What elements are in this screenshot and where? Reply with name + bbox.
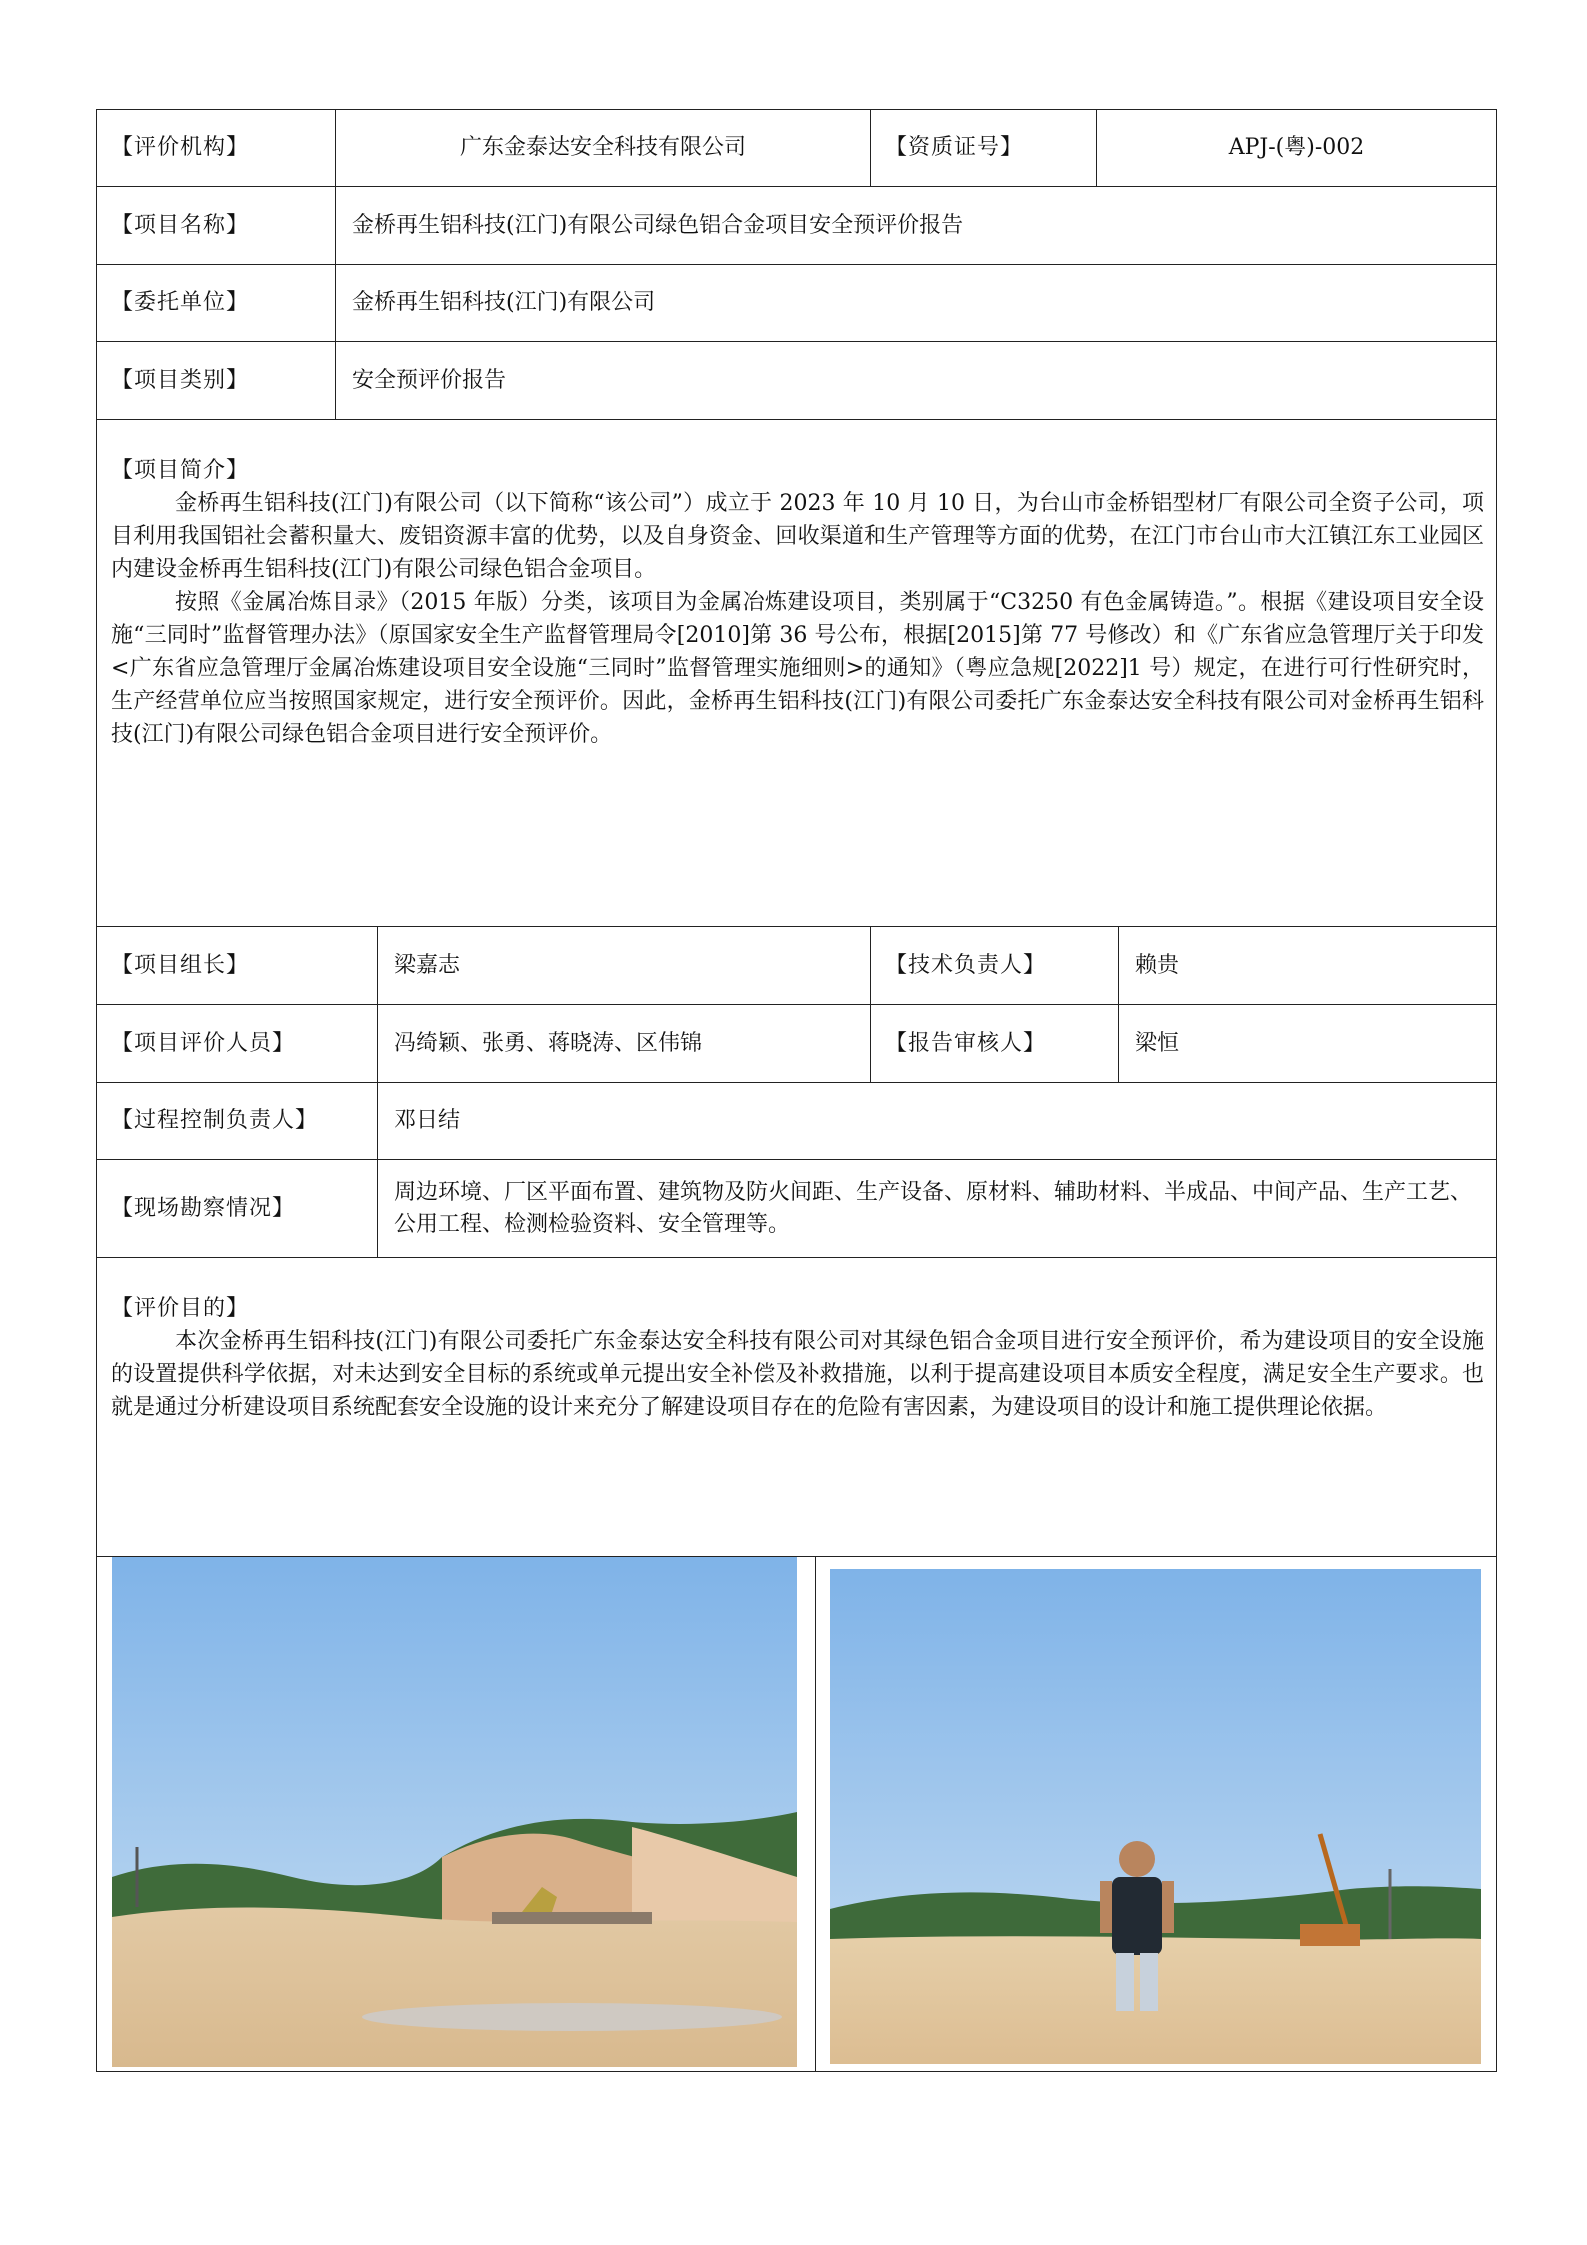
tech-value: 赖贵	[1135, 952, 1180, 978]
client-value: 金桥再生铝科技(江门)有限公司	[352, 290, 656, 315]
site-landscape-photo	[112, 1557, 797, 2067]
reviewer-label: 【报告审核人】	[871, 1005, 1119, 1082]
process-value: 邓日结	[394, 1108, 461, 1133]
evaluators-value: 冯绮颖、张勇、蒋晓涛、区伟锦	[378, 1005, 871, 1082]
leader-label: 【项目组长】	[97, 927, 378, 1004]
survey-value: 周边环境、厂区平面布置、建筑物及防火间距、生产设备、原材料、辅助材料、半成品、中间产品、生产工艺、公用工程、检测检验资料、安全管理等。	[394, 1179, 1473, 1237]
category-label: 【项目类别】	[97, 342, 336, 419]
row-process-control	[97, 1083, 1496, 1160]
photos-divider	[815, 1557, 816, 2071]
purpose-label: 【评价目的】	[111, 1296, 250, 1321]
org-label: 【评价机构】	[97, 110, 336, 186]
row-category	[97, 342, 1496, 420]
category-value: 安全预评价报告	[352, 367, 507, 393]
evaluators-label: 【项目评价人员】	[97, 1005, 378, 1082]
process-label: 【过程控制负责人】	[97, 1083, 378, 1159]
row-project-name	[97, 187, 1496, 265]
row-survey	[97, 1160, 1496, 1258]
tech-label: 【技术负责人】	[871, 927, 1119, 1004]
leader-value: 梁嘉志	[378, 927, 871, 1004]
cert-label: 【资质证号】	[871, 110, 1097, 186]
purpose-section	[97, 1258, 1496, 1557]
cert-value: APJ-(粤)-002	[1228, 135, 1365, 160]
row-client	[97, 265, 1496, 342]
intro-paragraph: 按照《金属冶炼目录》（2015 年版）分类，该项目为金属冶炼建设项目，类别属于“C3250 有色金属铸造。”。根据《建设项目安全设施“三同时”监督管理办法》（原国家安全生产监督管理局令[2010]第 36 号公布，根据[2015]第 77 号修改）和《广东省应急管理厅关于印发<广东省应急管理厅金属冶炼建设项目安全设施“三同时”监督管理实施细则>的通知》（粤应急规[2022]1 号）规定，在进行可行性研究时，生产经营单位应当按照国家规定，进行安全预评价。因此，金桥再生铝科技(江门)有限公司委托广东金泰达安全科技有限公司对金桥再生铝科技(江门)有限公司绿色铝合金项目进行安全预评价。	[111, 590, 1484, 747]
purpose-text: 本次金桥再生铝科技(江门)有限公司委托广东金泰达安全科技有限公司对其绿色铝合金项目进行安全预评价，希为建设项目的安全设施的设置提供科学依据，对未达到安全目标的系统或单元提出安全补偿及补救措施，以利于提高建设项目本质安全程度，满足安全生产要求。也就是通过分析建设项目系统配套安全设施的设计来充分了解建设项目存在的危险有害因素，为建设项目的设计和施工提供理论依据。	[111, 1329, 1484, 1420]
intro-section	[97, 420, 1496, 927]
site-person-photo	[830, 1569, 1481, 2064]
intro-paragraph: 金桥再生铝科技(江门)有限公司（以下简称“该公司”）成立于 2023 年 10 月 10 日，为台山市金桥铝型材厂有限公司全资子公司，项目利用我国铝社会蓄积量大、废铝资源丰富的优势，以及自身资金、回收渠道和生产管理等方面的优势，在江门市台山市大江镇江东工业园区内建设金桥再生铝科技(江门)有限公司绿色铝合金项目。	[111, 491, 1484, 582]
row-organization	[97, 110, 1496, 187]
photos-row	[97, 1557, 1496, 2071]
evaluation-form	[96, 109, 1497, 2072]
org-value: 广东金泰达安全科技有限公司	[336, 110, 871, 186]
row-evaluators	[97, 1005, 1496, 1083]
client-label: 【委托单位】	[97, 265, 336, 341]
survey-label: 【现场勘察情况】	[97, 1160, 378, 1257]
row-leader	[97, 927, 1496, 1005]
intro-label: 【项目简介】	[111, 458, 250, 483]
project-name-value: 金桥再生铝科技(江门)有限公司绿色铝合金项目安全预评价报告	[352, 212, 964, 238]
project-name-label: 【项目名称】	[97, 187, 336, 264]
reviewer-value: 梁恒	[1135, 1030, 1180, 1056]
